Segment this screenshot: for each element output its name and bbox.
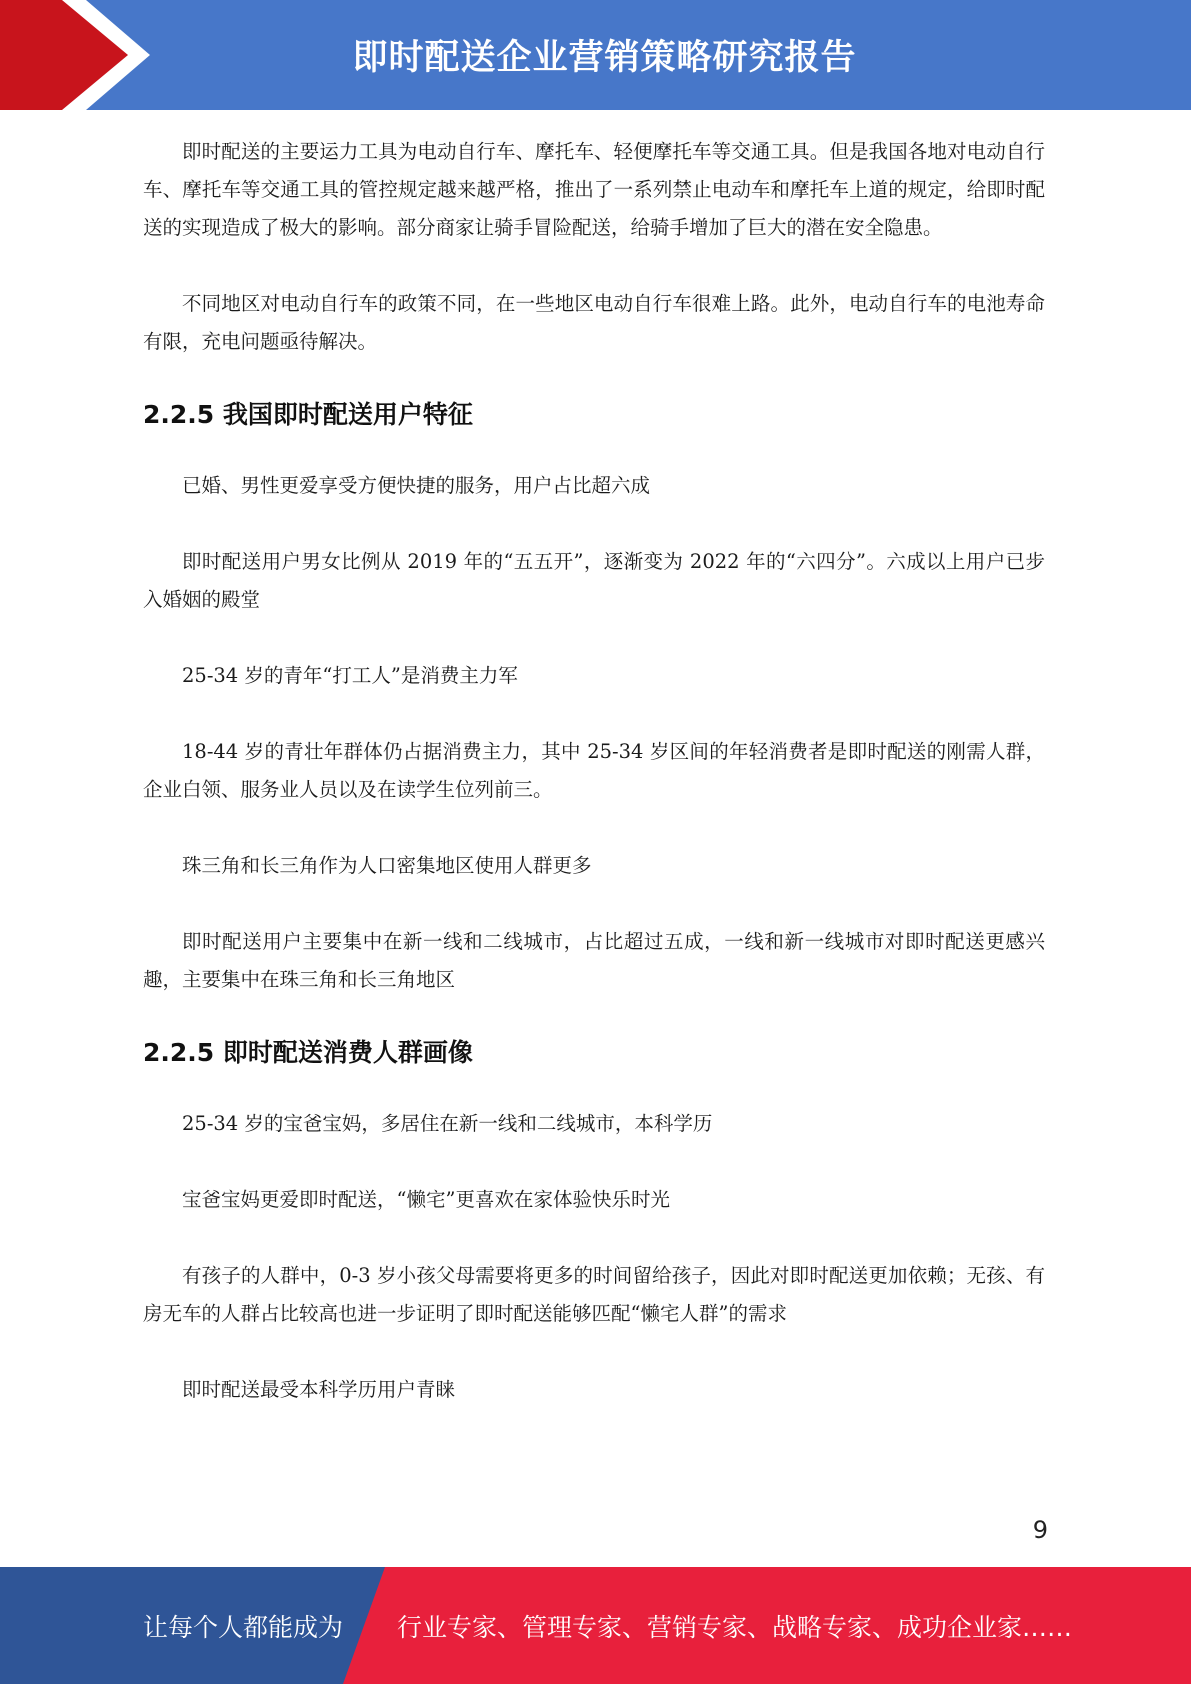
paragraph: 有孩子的人群中，0-3 岁小孩父母需要将更多的时间留给孩子，因此对即时配送更加依赖；无孩、有房无车的人群占比较高也进一步证明了即时配送能够匹配“懒宅人群”的需求 bbox=[143, 1264, 1045, 1325]
paragraph: 已婚、男性更爱享受方便快捷的服务，用户占比超六成 bbox=[182, 474, 651, 497]
document-body bbox=[143, 133, 1045, 1409]
footer-slogan-right: 行业专家、管理专家、营销专家、战略专家、成功企业家…… bbox=[397, 1612, 1073, 1642]
section-heading: 2.2.5 即时配送消费人群画像 bbox=[143, 1038, 473, 1067]
paragraph: 25-34 岁的青年“打工人”是消费主力军 bbox=[182, 664, 518, 687]
page-number: 9 bbox=[1032, 1516, 1048, 1544]
paragraph: 25-34 岁的宝爸宝妈，多居住在新一线和二线城市，本科学历 bbox=[182, 1112, 713, 1135]
paragraph: 即时配送最受本科学历用户青睐 bbox=[182, 1378, 456, 1401]
footer-slogan-left: 让每个人都能成为 bbox=[143, 1612, 344, 1642]
paragraph: 18-44 岁的青壮年群体仍占据消费主力，其中 25-34 岁区间的年轻消费者是即时配送的刚需人群，企业白领、服务业人员以及在读学生位列前三。 bbox=[143, 740, 1045, 801]
paragraph: 宝爸宝妈更爱即时配送，“懒宅”更喜欢在家体验快乐时光 bbox=[182, 1188, 670, 1211]
page-header bbox=[0, 0, 1191, 110]
paragraph: 即时配送用户男女比例从 2019 年的“五五开”，逐渐变为 2022 年的“六四分”。六成以上用户已步入婚姻的殿堂 bbox=[143, 550, 1045, 611]
paragraph: 珠三角和长三角作为人口密集地区使用人群更多 bbox=[182, 854, 592, 877]
paragraph: 不同地区对电动自行车的政策不同，在一些地区电动自行车很难上路。此外，电动自行车的电池寿命有限，充电问题亟待解决。 bbox=[143, 292, 1045, 353]
section-heading: 2.2.5 我国即时配送用户特征 bbox=[143, 400, 473, 429]
report-title: 即时配送企业营销策略研究报告 bbox=[352, 38, 857, 78]
paragraph: 即时配送用户主要集中在新一线和二线城市，占比超过五成，一线和新一线城市对即时配送更感兴趣，主要集中在珠三角和长三角地区 bbox=[143, 930, 1045, 991]
page-footer bbox=[0, 1567, 1191, 1684]
paragraph: 即时配送的主要运力工具为电动自行车、摩托车、轻便摩托车等交通工具。但是我国各地对电动自行车、摩托车等交通工具的管控规定越来越严格，推出了一系列禁止电动车和摩托车上道的规定，给即时配送的实现造成了极大的影响。部分商家让骑手冒险配送，给骑手增加了巨大的潜在安全隐患。 bbox=[143, 140, 1045, 239]
